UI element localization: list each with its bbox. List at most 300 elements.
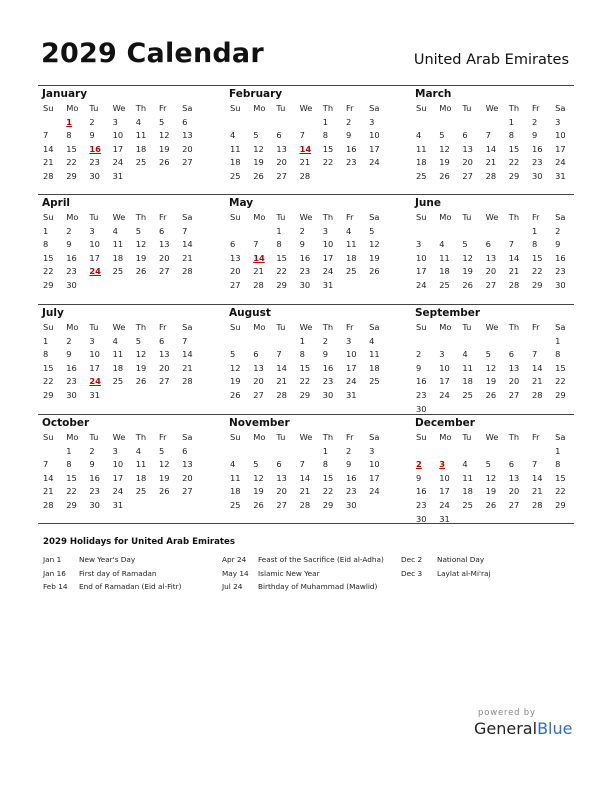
day-cell: 8: [276, 239, 282, 250]
holiday-day: 14: [299, 143, 312, 154]
day-cell: 4: [230, 130, 236, 141]
weekday-label: Tu: [462, 212, 472, 222]
day-cell: 11: [416, 143, 427, 154]
day-cell: 7: [531, 349, 538, 360]
day-cell: 19: [485, 376, 497, 387]
month-february: [225, 87, 391, 184]
week-row: [225, 143, 391, 157]
day-cell: 28: [253, 279, 264, 290]
day-cell: [225, 335, 248, 349]
month-name: August: [229, 307, 271, 319]
day-cell: 17: [439, 486, 450, 497]
week-row: [225, 225, 391, 239]
day-cell: [248, 335, 271, 349]
week-row: [225, 389, 391, 403]
day-cell: 9: [416, 472, 422, 483]
day-cell: 1: [299, 335, 305, 346]
day-cell: 22: [43, 266, 54, 277]
weekday-label: Su: [416, 432, 427, 442]
month-name: September: [415, 307, 481, 319]
day-cell: 21: [182, 362, 193, 373]
weekday-label: Mo: [253, 212, 266, 222]
weekday-header: [411, 211, 577, 225]
day-cell: 5: [253, 459, 259, 470]
day-cell: 30: [89, 499, 100, 510]
weekday-label: Tu: [462, 322, 472, 332]
holiday-name: End of Ramadan (Eid al-Fitr): [79, 582, 182, 591]
day-cell: 23: [345, 486, 357, 497]
day-cell: 18: [135, 143, 147, 154]
week-row: [411, 238, 577, 252]
week-row: [38, 472, 204, 486]
week-row: [225, 129, 391, 143]
holiday-day: 3: [439, 459, 445, 470]
day-cell: 15: [322, 472, 334, 483]
holiday-item: [222, 553, 384, 567]
month-october: [38, 416, 204, 513]
day-cell: [154, 389, 177, 403]
day-cell: 31: [112, 170, 124, 181]
weekday-label: We: [299, 212, 313, 222]
weekday-label: We: [485, 322, 499, 332]
day-cell: 5: [462, 239, 468, 250]
day-cell: 2: [345, 445, 352, 456]
day-cell: [271, 445, 294, 459]
weekday-label: Sa: [182, 212, 193, 222]
weekday-label: Sa: [369, 432, 380, 442]
weekday-label: Sa: [182, 103, 193, 113]
day-cell: 26: [462, 279, 473, 290]
day-cell: [457, 225, 480, 239]
weekday-label: Su: [43, 432, 54, 442]
week-row: [38, 252, 204, 266]
month-name: June: [415, 197, 441, 209]
month-december: [411, 416, 577, 526]
weekday-label: Mo: [66, 103, 79, 113]
day-cell: [481, 116, 504, 130]
day-cell: 13: [230, 252, 241, 263]
week-row: [411, 265, 577, 279]
holiday-column: [43, 553, 182, 594]
holiday-date: May 14: [222, 568, 249, 578]
day-cell: 12: [135, 349, 147, 360]
day-cell: 14: [531, 362, 543, 373]
day-cell: 11: [345, 239, 357, 250]
day-cell: 19: [135, 362, 147, 373]
day-cell: 24: [439, 499, 450, 510]
day-cell: 7: [299, 130, 305, 141]
week-row: [38, 170, 204, 184]
holiday-day: 24: [89, 376, 101, 387]
day-cell: [318, 170, 341, 184]
day-cell: [411, 445, 434, 459]
day-cell: 29: [555, 499, 566, 510]
weekday-label: Su: [43, 322, 54, 332]
day-cell: 1: [322, 445, 329, 456]
day-cell: 28: [531, 389, 543, 400]
day-cell: 9: [66, 349, 72, 360]
day-cell: 7: [253, 239, 259, 250]
holiday-day: 2: [416, 459, 422, 470]
day-cell: 4: [112, 225, 118, 236]
day-cell: 22: [508, 157, 520, 168]
day-cell: 25: [416, 170, 427, 181]
weekday-label: Fr: [345, 212, 354, 222]
day-cell: 25: [135, 157, 147, 168]
day-cell: 31: [112, 499, 124, 510]
weekday-label: Tu: [462, 432, 472, 442]
weekday-label: Th: [135, 212, 147, 222]
day-cell: 12: [253, 143, 264, 154]
weekday-label: We: [485, 103, 499, 113]
country-name: United Arab Emirates: [413, 52, 569, 68]
day-cell: 25: [112, 266, 124, 277]
day-cell: 27: [182, 157, 193, 168]
day-cell: 26: [253, 170, 264, 181]
day-cell: [434, 225, 457, 239]
weekday-label: We: [112, 432, 126, 442]
day-cell: 6: [508, 459, 515, 470]
day-cell: [364, 279, 387, 293]
day-cell: 1: [531, 225, 538, 236]
day-cell: [527, 445, 550, 459]
month-name: October: [42, 417, 90, 429]
day-cell: 27: [276, 170, 287, 181]
holiday-item: [401, 553, 491, 567]
day-cell: 4: [439, 239, 445, 250]
holiday-name: Laylat al-Mi'raj: [437, 568, 491, 578]
holiday-date: Jul 24: [222, 582, 243, 591]
holiday-item: [222, 567, 384, 581]
weekday-label: Fr: [345, 432, 354, 442]
day-cell: 22: [322, 486, 334, 497]
day-cell: 20: [462, 157, 473, 168]
week-row: [411, 225, 577, 239]
weekday-label: Sa: [369, 322, 380, 332]
day-cell: 19: [253, 486, 264, 497]
day-cell: 2: [531, 116, 538, 127]
day-cell: 3: [112, 445, 118, 456]
day-cell: 30: [89, 170, 100, 181]
month-may: [225, 196, 391, 293]
day-cell: 17: [369, 472, 380, 483]
day-cell: 12: [462, 252, 473, 263]
day-cell: 9: [345, 459, 352, 470]
weekday-label: Tu: [276, 322, 286, 332]
day-cell: 23: [66, 266, 77, 277]
day-cell: [434, 445, 457, 459]
day-cell: 27: [508, 389, 520, 400]
week-row: [411, 116, 577, 130]
day-cell: 31: [322, 279, 334, 290]
day-cell: 12: [230, 362, 241, 373]
day-cell: 10: [112, 130, 124, 141]
day-cell: 29: [43, 389, 54, 400]
weekday-label: Mo: [439, 103, 452, 113]
day-cell: [364, 499, 387, 513]
day-cell: [457, 445, 480, 459]
day-cell: 29: [66, 499, 77, 510]
day-cell: 8: [531, 239, 538, 250]
week-row: [38, 348, 204, 362]
day-cell: 25: [462, 389, 473, 400]
day-cell: 3: [345, 335, 352, 346]
month-january: [38, 87, 204, 184]
weekday-label: Th: [322, 103, 334, 113]
month-name: April: [42, 197, 71, 209]
day-cell: 23: [345, 157, 357, 168]
day-cell: 8: [322, 130, 329, 141]
day-cell: 6: [182, 445, 188, 456]
holiday-date: Dec 3: [401, 568, 423, 578]
day-cell: 14: [485, 143, 497, 154]
day-cell: 27: [182, 486, 193, 497]
week-row: [225, 375, 391, 389]
day-cell: 9: [322, 349, 329, 360]
weekday-header: [225, 211, 391, 225]
weekday-label: Th: [135, 432, 147, 442]
day-cell: 19: [230, 376, 241, 387]
day-cell: 20: [485, 266, 497, 277]
day-cell: 16: [89, 472, 100, 483]
day-cell: 25: [135, 486, 147, 497]
day-cell: 23: [531, 157, 543, 168]
day-cell: 9: [531, 130, 538, 141]
day-cell: 6: [182, 116, 188, 127]
day-cell: 10: [369, 130, 380, 141]
day-cell: 8: [299, 349, 305, 360]
day-cell: 4: [416, 130, 422, 141]
weekday-header: [225, 321, 391, 335]
day-cell: 24: [416, 279, 427, 290]
day-cell: 28: [299, 170, 311, 181]
weekday-label: We: [485, 432, 499, 442]
day-cell: 17: [89, 252, 100, 263]
week-row: [411, 348, 577, 362]
day-cell: [504, 403, 527, 417]
day-cell: 9: [555, 239, 561, 250]
day-cell: 6: [253, 349, 259, 360]
day-cell: 18: [462, 486, 473, 497]
day-cell: 21: [276, 376, 287, 387]
day-cell: 18: [230, 486, 241, 497]
day-cell: 5: [230, 349, 236, 360]
week-row: [225, 499, 391, 513]
day-cell: 27: [462, 170, 473, 181]
week-row: [411, 375, 577, 389]
day-cell: 28: [43, 170, 54, 181]
day-cell: 13: [276, 472, 287, 483]
day-cell: 26: [135, 376, 147, 387]
week-row: [38, 116, 204, 130]
weekday-label: Fr: [158, 322, 167, 332]
day-cell: [271, 335, 294, 349]
day-cell: 16: [345, 472, 357, 483]
day-cell: 11: [135, 130, 147, 141]
weekday-label: Fr: [531, 322, 540, 332]
powered-by-text: powered by: [478, 708, 536, 718]
week-row: [38, 389, 204, 403]
day-cell: 5: [485, 459, 491, 470]
week-row: [38, 225, 204, 239]
day-cell: 15: [555, 472, 566, 483]
day-cell: 8: [66, 459, 72, 470]
day-cell: 12: [485, 472, 497, 483]
day-cell: 1: [322, 116, 329, 127]
day-cell: 28: [299, 499, 311, 510]
weekday-header: [38, 431, 204, 445]
day-cell: [457, 403, 480, 417]
day-cell: 20: [276, 486, 287, 497]
weekday-label: We: [112, 322, 126, 332]
week-row: [225, 252, 391, 266]
day-cell: 18: [369, 362, 380, 373]
day-cell: 13: [508, 362, 520, 373]
day-cell: 13: [485, 252, 497, 263]
day-cell: 13: [158, 239, 170, 250]
day-cell: 11: [230, 143, 241, 154]
weekday-label: We: [485, 212, 499, 222]
day-cell: 3: [439, 349, 445, 360]
day-cell: 4: [462, 459, 468, 470]
day-cell: 24: [112, 157, 124, 168]
week-row: [411, 143, 577, 157]
weekday-label: Mo: [66, 212, 79, 222]
day-cell: 26: [158, 486, 170, 497]
day-cell: 3: [555, 116, 561, 127]
day-cell: 6: [276, 459, 282, 470]
week-row: [411, 445, 577, 459]
day-cell: 21: [508, 266, 520, 277]
day-cell: 30: [555, 279, 566, 290]
day-cell: 21: [299, 486, 311, 497]
day-cell: 11: [135, 459, 147, 470]
weekday-label: We: [299, 103, 313, 113]
holiday-item: [222, 580, 384, 594]
day-cell: 14: [43, 472, 54, 483]
holiday-item: [43, 580, 182, 594]
day-cell: 14: [276, 362, 287, 373]
day-cell: 18: [135, 472, 147, 483]
day-cell: 23: [416, 389, 427, 400]
day-cell: 30: [416, 403, 427, 414]
day-cell: 6: [276, 130, 282, 141]
holiday-column: [401, 553, 491, 580]
holiday-name: New Year's Day: [79, 555, 136, 564]
holiday-name: Birthday of Muhammad (Mawlid): [258, 582, 378, 591]
day-cell: [225, 225, 248, 239]
day-cell: 15: [299, 362, 311, 373]
day-cell: [457, 513, 480, 527]
day-cell: 24: [555, 157, 566, 168]
holiday-item: [43, 553, 182, 567]
week-row: [38, 335, 204, 349]
weekday-label: Fr: [531, 432, 540, 442]
weekday-label: Sa: [555, 322, 566, 332]
week-row: [225, 238, 391, 252]
month-name: December: [415, 417, 475, 429]
day-cell: 31: [439, 513, 450, 524]
weekday-label: Fr: [531, 212, 540, 222]
holiday-name: Feast of the Sacrifice (Eid al-Adha): [258, 555, 384, 564]
holiday-day: 1: [66, 116, 72, 127]
week-row: [411, 156, 577, 170]
day-cell: 25: [230, 170, 241, 181]
day-cell: 1: [276, 225, 282, 236]
day-cell: 16: [416, 486, 427, 497]
weekday-label: Mo: [439, 212, 452, 222]
weekday-label: Su: [230, 322, 241, 332]
holiday-name: First day of Ramadan: [79, 568, 157, 578]
day-cell: [504, 445, 527, 459]
day-cell: 8: [555, 459, 561, 470]
day-cell: 2: [345, 116, 352, 127]
day-cell: 2: [416, 349, 422, 360]
day-cell: 17: [555, 143, 566, 154]
day-cell: 15: [555, 362, 566, 373]
week-row: [38, 238, 204, 252]
day-cell: 25: [369, 376, 380, 387]
day-cell: 9: [416, 362, 422, 373]
day-cell: 11: [112, 239, 124, 250]
day-cell: [504, 513, 527, 527]
day-cell: 11: [462, 362, 473, 373]
divider-line: [38, 304, 574, 305]
day-cell: [527, 513, 550, 527]
day-cell: 7: [43, 130, 49, 141]
day-cell: 16: [416, 376, 427, 387]
day-cell: 29: [43, 279, 54, 290]
weekday-header: [411, 431, 577, 445]
day-cell: 15: [322, 143, 334, 154]
holiday-day: 24: [89, 266, 101, 277]
day-cell: 21: [43, 486, 54, 497]
day-cell: 10: [322, 239, 334, 250]
week-row: [225, 458, 391, 472]
day-cell: 15: [508, 143, 520, 154]
day-cell: 7: [276, 349, 282, 360]
day-cell: 5: [485, 349, 491, 360]
day-cell: 27: [253, 389, 264, 400]
week-row: [411, 485, 577, 499]
holiday-date: Feb 14: [43, 582, 68, 591]
day-cell: [527, 335, 550, 349]
day-cell: 20: [158, 252, 170, 263]
day-cell: 20: [508, 376, 520, 387]
day-cell: 23: [66, 376, 77, 387]
day-cell: 12: [485, 362, 497, 373]
day-cell: 28: [43, 499, 54, 510]
day-cell: 16: [531, 143, 543, 154]
weekday-label: Tu: [276, 103, 286, 113]
week-row: [38, 279, 204, 293]
month-name: May: [229, 197, 254, 209]
day-cell: 9: [299, 239, 305, 250]
weekday-label: Mo: [439, 432, 452, 442]
day-cell: 20: [276, 157, 287, 168]
day-cell: 20: [253, 376, 264, 387]
weekday-label: Th: [508, 432, 520, 442]
day-cell: 30: [66, 389, 77, 400]
day-cell: 10: [369, 459, 380, 470]
day-cell: [131, 279, 154, 293]
weekday-label: Sa: [182, 432, 193, 442]
day-cell: 12: [369, 239, 380, 250]
day-cell: 27: [158, 266, 170, 277]
weekday-label: Th: [508, 103, 520, 113]
day-cell: 1: [43, 225, 49, 236]
month-september: [411, 306, 577, 416]
